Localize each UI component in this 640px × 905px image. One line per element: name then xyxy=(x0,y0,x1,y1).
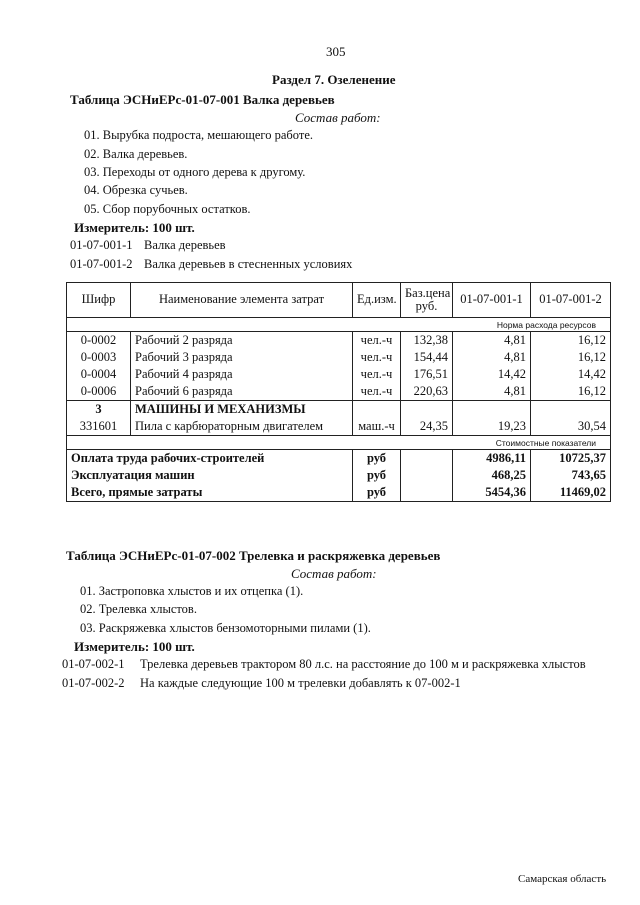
machines-section-row xyxy=(67,401,611,419)
table2-work-1: 01. Застроповка хлыстов и их отцепка (1). xyxy=(80,584,304,598)
machines-section-name: МАШИНЫ И МЕХАНИЗМЫ xyxy=(131,401,353,419)
total-unit: руб xyxy=(353,467,401,484)
total-v1: 4986,11 xyxy=(453,450,531,468)
cost-caption: Стоимостные показатели xyxy=(67,436,611,450)
table1-meter: Измеритель: 100 шт. xyxy=(74,220,195,235)
header-col1: 01-07-001-1 xyxy=(453,283,531,318)
worker-unit: чел.-ч xyxy=(353,349,401,366)
machine-name: Пила с карбюраторным двигателем xyxy=(131,418,353,436)
header-name: Наименование элемента затрат xyxy=(131,283,353,318)
worker-code: 0-0002 xyxy=(67,332,131,350)
total-row xyxy=(67,484,611,502)
table-header-row xyxy=(67,283,611,318)
page-number: 305 xyxy=(326,44,346,59)
table1-work-5: 05. Сбор порубочных остатков. xyxy=(84,202,251,216)
machine-v1: 19,23 xyxy=(453,418,531,436)
table1-item-2-code: 01-07-001-2 xyxy=(70,257,133,271)
worker-name: Рабочий 3 разряда xyxy=(131,349,353,366)
total-name: Оплата труда рабочих-строителей xyxy=(67,450,353,468)
resource-table xyxy=(66,282,611,502)
table1-item-1-name: Валка деревьев xyxy=(144,238,226,252)
table1-work-1: 01. Вырубка подроста, мешающего работе. xyxy=(84,128,313,142)
table-row xyxy=(67,366,611,383)
table2-work-3: 03. Раскряжевка хлыстов бензомоторными пилами (1). xyxy=(80,621,371,635)
worker-v2: 14,42 xyxy=(531,366,611,383)
table1-item-1-code: 01-07-001-1 xyxy=(70,238,133,252)
worker-v1: 14,42 xyxy=(453,366,531,383)
machine-v2: 30,54 xyxy=(531,418,611,436)
worker-code: 0-0006 xyxy=(67,383,131,401)
worker-v1: 4,81 xyxy=(453,383,531,401)
header-col2: 01-07-001-2 xyxy=(531,283,611,318)
worker-code: 0-0003 xyxy=(67,349,131,366)
machines-section-code: 3 xyxy=(67,401,131,419)
table2-title: Таблица ЭСНиЕРс-01-07-002 Трелевка и раскряжевка деревьев xyxy=(66,548,441,563)
total-v1: 5454,36 xyxy=(453,484,531,502)
total-v1: 468,25 xyxy=(453,467,531,484)
header-unit: Ед.изм. xyxy=(353,283,401,318)
table1-title: Таблица ЭСНиЕРс-01-07-001 Валка деревьев xyxy=(70,92,335,107)
norm-caption: Норма расхода ресурсов xyxy=(67,318,611,332)
worker-v2: 16,12 xyxy=(531,383,611,401)
worker-name: Рабочий 4 разряда xyxy=(131,366,353,383)
worker-price: 176,51 xyxy=(401,366,453,383)
table-row xyxy=(67,383,611,401)
total-v2: 11469,02 xyxy=(531,484,611,502)
table-row xyxy=(67,349,611,366)
worker-v2: 16,12 xyxy=(531,349,611,366)
table1-work-4: 04. Обрезка сучьев. xyxy=(84,183,188,197)
table2-work-heading: Состав работ: xyxy=(291,566,377,581)
total-unit: руб xyxy=(353,484,401,502)
cost-caption-row xyxy=(67,436,611,450)
total-name: Всего, прямые затраты xyxy=(67,484,353,502)
worker-price: 132,38 xyxy=(401,332,453,350)
table2-item-2-code: 01-07-002-2 xyxy=(62,676,125,690)
total-row xyxy=(67,467,611,484)
header-code: Шифр xyxy=(67,283,131,318)
machine-code: 331601 xyxy=(67,418,131,436)
total-row xyxy=(67,450,611,468)
worker-price: 220,63 xyxy=(401,383,453,401)
total-unit: руб xyxy=(353,450,401,468)
table-row xyxy=(67,332,611,350)
table1-work-3: 03. Переходы от одного дерева к другому. xyxy=(84,165,306,179)
table1-work-2: 02. Валка деревьев. xyxy=(84,147,188,161)
table-row xyxy=(67,418,611,436)
norm-caption-row xyxy=(67,318,611,332)
table1-work-heading: Состав работ: xyxy=(295,110,381,125)
machine-price: 24,35 xyxy=(401,418,453,436)
section-title: Раздел 7. Озеленение xyxy=(272,72,396,87)
total-name: Эксплуатация машин xyxy=(67,467,353,484)
table1-item-2-name: Валка деревьев в стесненных условиях xyxy=(144,257,353,271)
table2-work-2: 02. Трелевка хлыстов. xyxy=(80,602,197,616)
worker-unit: чел.-ч xyxy=(353,332,401,350)
total-v2: 743,65 xyxy=(531,467,611,484)
table2-item-1-name: Трелевка деревьев трактором 80 л.с. на расстояние до 100 м и раскряжевка хлыстов xyxy=(140,657,586,671)
footer-region: Самарская область xyxy=(518,873,607,885)
worker-unit: чел.-ч xyxy=(353,366,401,383)
worker-name: Рабочий 2 разряда xyxy=(131,332,353,350)
machine-unit: маш.-ч xyxy=(353,418,401,436)
worker-v1: 4,81 xyxy=(453,332,531,350)
table2-meter: Измеритель: 100 шт. xyxy=(74,639,195,654)
worker-price: 154,44 xyxy=(401,349,453,366)
header-price: Баз.цена руб. xyxy=(401,283,453,318)
total-v2: 10725,37 xyxy=(531,450,611,468)
table2-item-1-code: 01-07-002-1 xyxy=(62,657,125,671)
worker-name: Рабочий 6 разряда xyxy=(131,383,353,401)
worker-code: 0-0004 xyxy=(67,366,131,383)
worker-v2: 16,12 xyxy=(531,332,611,350)
worker-v1: 4,81 xyxy=(453,349,531,366)
worker-unit: чел.-ч xyxy=(353,383,401,401)
table2-item-2-name: На каждые следующие 100 м трелевки добавлять к 07-002-1 xyxy=(140,676,461,690)
